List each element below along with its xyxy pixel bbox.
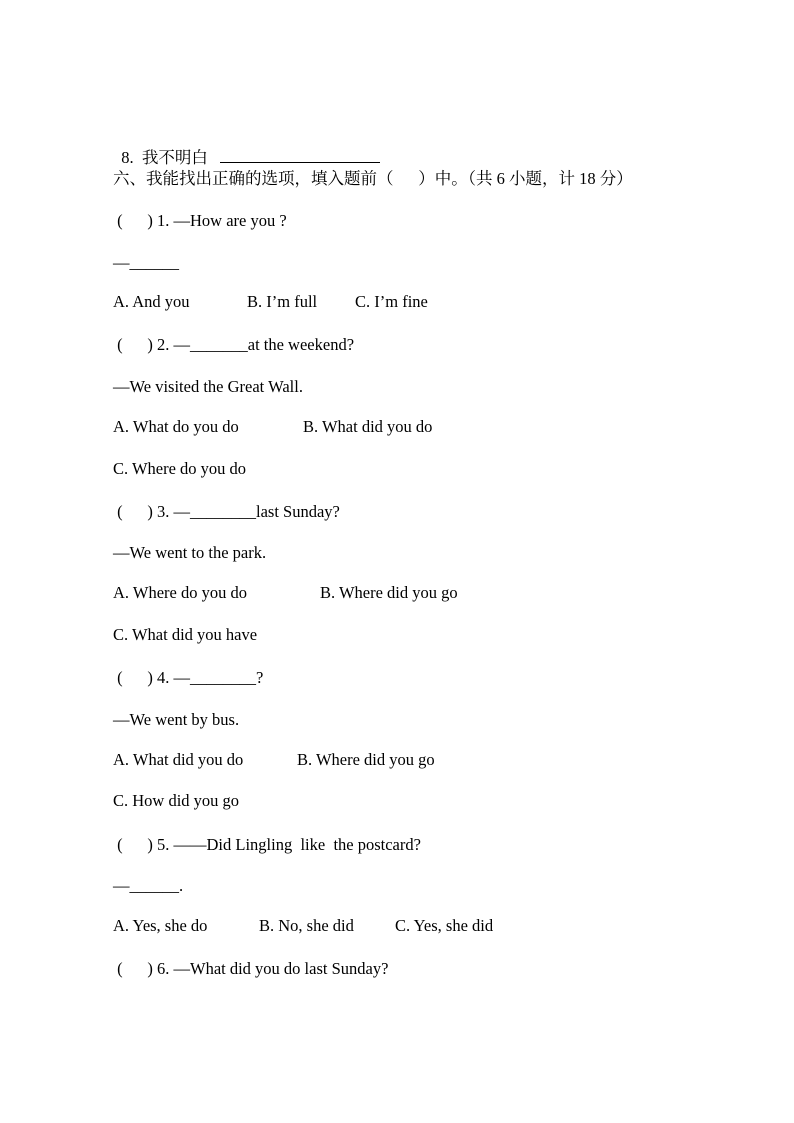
question-2-option-a: A. What do you do	[113, 417, 239, 436]
question-1-option-c: C. I’m fine	[355, 292, 428, 311]
item-8-label: 8. 我不明白	[121, 148, 208, 167]
answer-blank[interactable]	[220, 147, 380, 163]
item-8	[113, 127, 380, 168]
question-1-stem: ( ) 1. —How are you ?	[113, 211, 287, 230]
question-4-option-c: C. How did you go	[113, 791, 240, 810]
question-6-stem: ( ) 6. —What did you do last Sunday?	[113, 959, 389, 978]
question-3-stem: ( ) 3. —________last Sunday?	[113, 502, 340, 521]
section-title: 六、我能找出正确的选项，填入题前（ ）中。（共 6 小题，计 18 分）	[113, 169, 633, 188]
question-1-answer-line: —______	[113, 253, 179, 272]
question-4-option-a: A. What did you do	[113, 750, 244, 769]
question-5-option-b: B. No, she did	[259, 916, 354, 935]
question-5-option-a: A. Yes, she do	[113, 916, 208, 935]
question-2-answer-line: —We visited the Great Wall.	[113, 377, 303, 396]
question-2-stem: ( ) 2. —_______at the weekend?	[113, 335, 355, 354]
question-5-stem: ( ) 5. ——Did Lingling like the postcard?	[113, 835, 421, 854]
question-3-answer-line: —We went to the park.	[113, 543, 267, 562]
question-3-option-a: A. Where do you do	[113, 583, 247, 602]
question-4-answer-line: —We went by bus.	[113, 710, 240, 729]
question-2-option-b: B. What did you do	[303, 417, 433, 436]
question-5-option-c: C. Yes, she did	[395, 916, 494, 935]
question-1-option-a: A. And you	[113, 292, 190, 311]
question-5-answer-line: —______.	[113, 876, 184, 895]
question-4-option-b: B. Where did you go	[297, 750, 435, 769]
question-3-option-c: C. What did you have	[113, 625, 258, 644]
question-4-stem: ( ) 4. —________?	[113, 668, 264, 687]
question-2-option-c: C. Where do you do	[113, 459, 247, 478]
question-1-option-b: B. I’m full	[247, 292, 318, 311]
question-3-option-b: B. Where did you go	[320, 583, 458, 602]
